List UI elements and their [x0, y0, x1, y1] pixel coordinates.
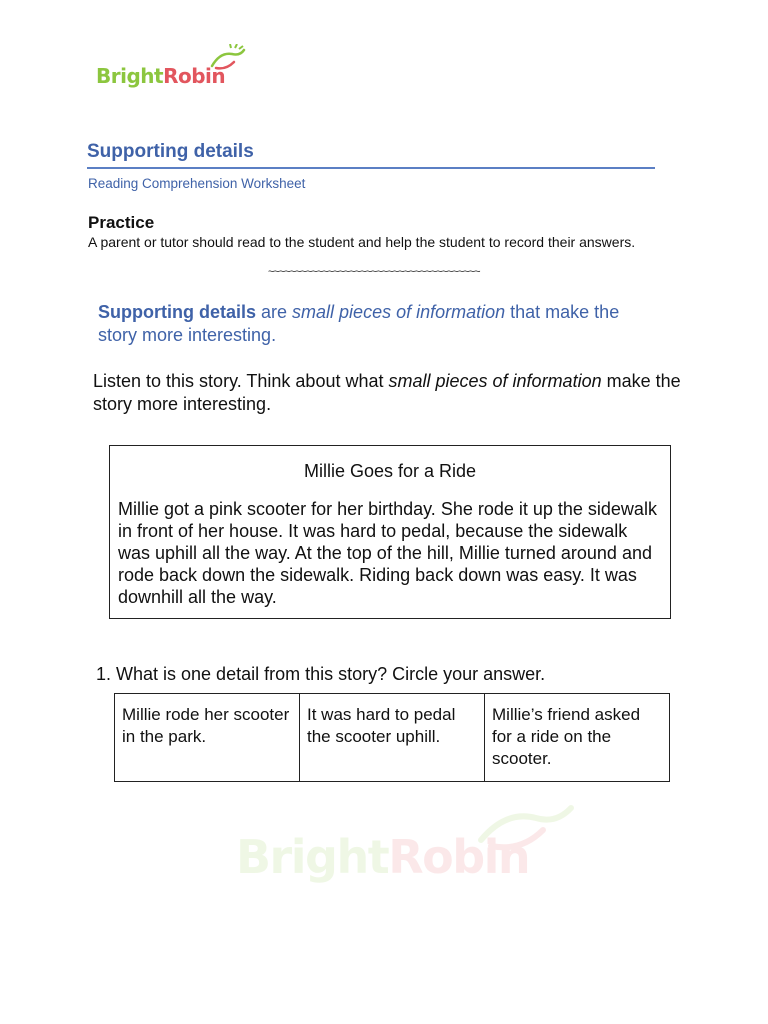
- tilde-separator: ~~~~~~~~~~~~~~~~~~~~~~~~~~~~~~~~~~~~~~~: [268, 266, 480, 278]
- brightrobin-watermark: [236, 800, 596, 910]
- definition-end: that make the story more interesting.: [98, 302, 620, 345]
- brightrobin-logo: [96, 44, 256, 94]
- instruction-start: Listen to this story. Think about what: [93, 371, 389, 391]
- instruction-emphasis: small pieces of information: [388, 371, 602, 391]
- answer-options-table: [114, 693, 670, 782]
- title-divider: [87, 167, 655, 169]
- definition-emphasis: small pieces of information: [292, 302, 506, 322]
- definition-term: Supporting details: [98, 302, 257, 322]
- logo-wordmark: [96, 64, 225, 88]
- listening-instruction: [93, 370, 693, 416]
- definition-connector: are: [256, 302, 293, 322]
- answer-option-3[interactable]: Millie’s friend asked for a ride on the scooter.: [485, 694, 670, 782]
- story-body: Millie got a pink scooter for her birthday. She rode it up the sidewalk in front of her house. It was hard to pedal, because the sidewalk was uphill all the way. At the top of the hill, Millie turned around and rode back down the sidewalk. Riding back down was easy. It was downhill all the way.: [118, 499, 657, 607]
- watermark-text-bright: Bright: [236, 830, 389, 884]
- practice-instructions: A parent or tutor should read to the student and help the student to record their answers.: [88, 234, 636, 250]
- story-box: [109, 445, 671, 619]
- page-title: Supporting details: [87, 141, 254, 162]
- logo-text-bright: Bright: [96, 64, 164, 88]
- watermark-text-robin: Robin: [388, 830, 530, 884]
- definition-paragraph: [98, 301, 658, 347]
- instruction-end: make the story more interesting.: [93, 371, 681, 414]
- question-1: 1. What is one detail from this story? Circle your answer.: [96, 664, 546, 684]
- story-title: Millie Goes for a Ride: [303, 461, 477, 481]
- logo-text-robin: Robin: [163, 64, 226, 88]
- robin-bird-logo-icon: [208, 44, 248, 74]
- answer-option-1[interactable]: Millie rode her scooter in the park.: [115, 694, 300, 782]
- answer-options-row: [115, 694, 670, 782]
- watermark-bird-icon: [471, 800, 581, 860]
- practice-heading: Practice: [88, 213, 155, 232]
- answer-option-2[interactable]: It was hard to pedal the scooter uphill.: [300, 694, 485, 782]
- page-subtitle: Reading Comprehension Worksheet: [88, 176, 306, 191]
